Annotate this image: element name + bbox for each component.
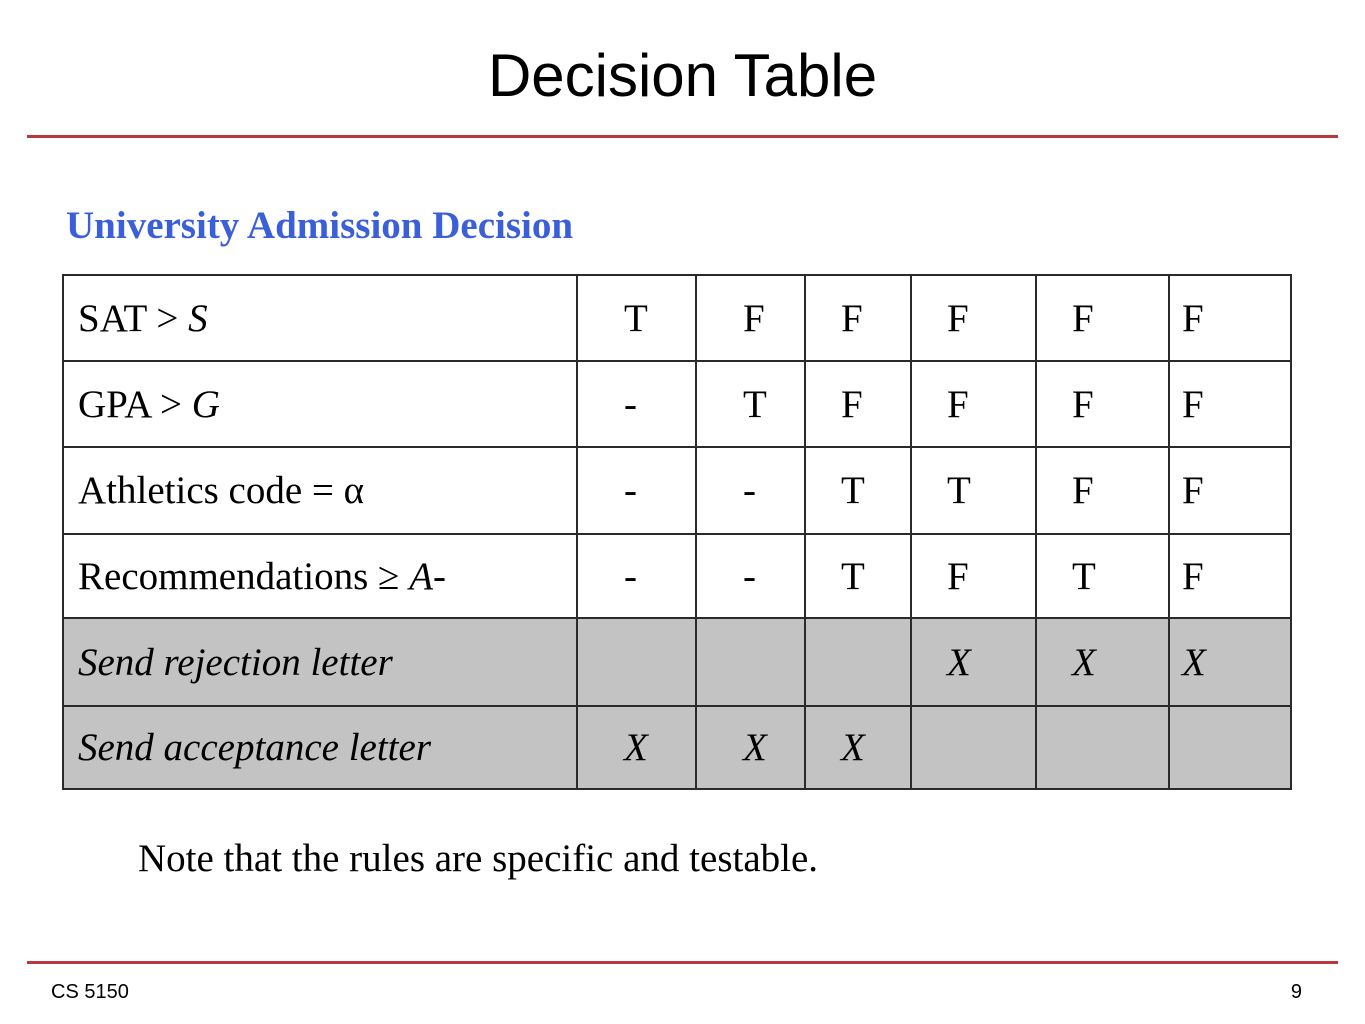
table-cell: X (911, 618, 1036, 706)
table-cell: - (696, 447, 805, 534)
table-cell: T (805, 534, 911, 618)
title-divider (27, 135, 1338, 138)
table-cell: X (1036, 618, 1169, 706)
table-cell: - (577, 447, 696, 534)
table-cell: F (1169, 275, 1291, 361)
row-label: SAT > S (63, 275, 577, 361)
condition-row-gpa (63, 361, 1291, 447)
slide-title: Decision Table (487, 42, 878, 109)
table-cell: - (696, 534, 805, 618)
table-cell: F (805, 275, 911, 361)
table-cell: X (805, 706, 911, 789)
table-cell: T (696, 361, 805, 447)
note-text: Note that the rules are specific and testable. (138, 837, 819, 880)
table-cell: T (1036, 534, 1169, 618)
table-heading: University Admission Decision (66, 204, 574, 247)
action-row-acceptance (63, 706, 1291, 789)
table-cell: F (805, 361, 911, 447)
table-cell (577, 618, 696, 706)
table-cell: F (1036, 447, 1169, 534)
page-number: 9 (1290, 981, 1302, 1003)
table-cell: X (577, 706, 696, 789)
table-cell: X (696, 706, 805, 789)
table-cell: T (805, 447, 911, 534)
table-cell: F (696, 275, 805, 361)
row-label: Athletics code = α (63, 447, 577, 534)
row-label: Recommendations ≥ A- (63, 534, 577, 618)
condition-row-sat (63, 275, 1291, 361)
condition-row-recommendations (63, 534, 1291, 618)
decision-table (62, 274, 1292, 790)
course-label: CS 5150 (51, 981, 129, 1003)
table-cell (911, 706, 1036, 789)
row-label: Send rejection letter (63, 618, 577, 706)
table-cell: F (1169, 534, 1291, 618)
condition-row-athletics (63, 447, 1291, 534)
row-label: Send acceptance letter (63, 706, 577, 789)
table-cell (1036, 706, 1169, 789)
footer-divider (27, 961, 1338, 964)
table-cell: T (911, 447, 1036, 534)
table-cell (805, 618, 911, 706)
table-cell (1169, 706, 1291, 789)
table-cell: F (1036, 361, 1169, 447)
table-cell (696, 618, 805, 706)
table-cell: F (1036, 275, 1169, 361)
table-cell: F (911, 275, 1036, 361)
table-cell: F (1169, 447, 1291, 534)
table-cell: F (1169, 361, 1291, 447)
table-cell: X (1169, 618, 1291, 706)
table-cell: - (577, 534, 696, 618)
table-cell: F (911, 534, 1036, 618)
action-row-rejection (63, 618, 1291, 706)
table-cell: T (577, 275, 696, 361)
table-cell: - (577, 361, 696, 447)
row-label: GPA > G (63, 361, 577, 447)
table-cell: F (911, 361, 1036, 447)
